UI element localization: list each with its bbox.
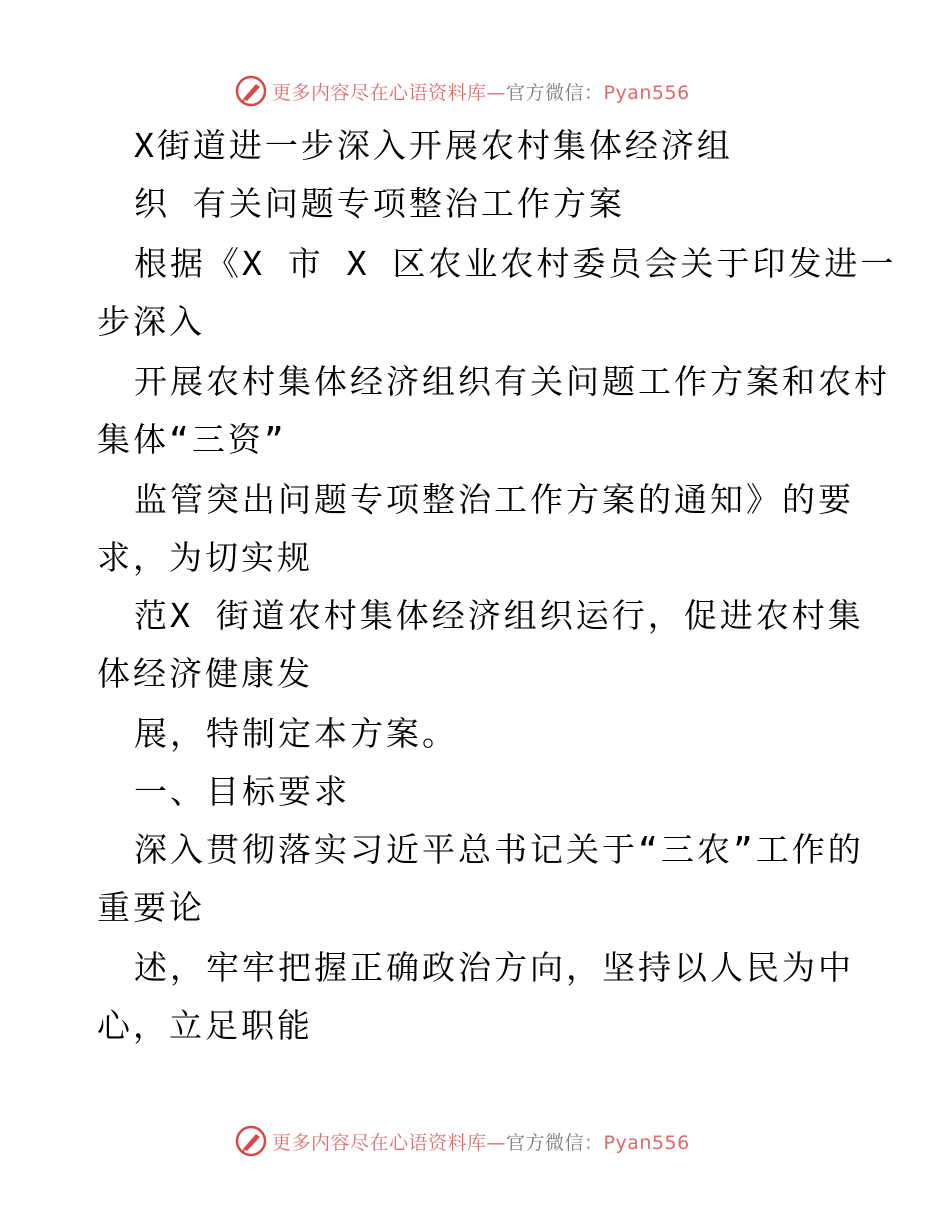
doc-paragraph-line: 集体“三资” <box>97 420 287 459</box>
watermark-text <box>272 78 690 105</box>
watermark-dash: — <box>486 81 507 104</box>
watermark-banner-top <box>234 73 690 109</box>
doc-title-line-2: 织 有关问题专项整治工作方案 <box>134 184 625 223</box>
watermark-site: 更多内容尽在心语资料库 <box>272 1131 487 1154</box>
doc-section-heading: 一、目标要求 <box>134 772 350 811</box>
pen-nib-circle-icon <box>234 74 268 108</box>
doc-paragraph-line: 步深入 <box>97 302 205 341</box>
doc-paragraph-line: 述，牢牢把握正确政治方向，坚持以人民为中 <box>134 948 854 987</box>
doc-paragraph-line: 开展农村集体经济组织有关问题工作方案和农村 <box>134 362 890 401</box>
doc-paragraph-line: 心，立足职能 <box>97 1006 313 1045</box>
watermark-wechat-id: Pyan556 <box>603 81 690 104</box>
watermark-wechat-label: 官方微信： <box>506 81 604 104</box>
doc-paragraph-line: 监管突出问题专项整治工作方案的通知》的要 <box>134 480 854 519</box>
doc-paragraph-line: 范X 街道农村集体经济组织运行，促进农村集 <box>134 596 864 635</box>
watermark-wechat-label: 官方微信： <box>506 1131 604 1154</box>
doc-paragraph-line: 深入贯彻落实习近平总书记关于“三农”工作的 <box>134 830 864 869</box>
doc-paragraph-line: 重要论 <box>97 888 205 927</box>
watermark-site: 更多内容尽在心语资料库 <box>272 81 487 104</box>
doc-paragraph-line: 求，为切实规 <box>97 538 313 577</box>
doc-title-line-1: X街道进一步深入开展农村集体经济组 <box>134 126 733 165</box>
pen-nib-circle-icon <box>234 1124 268 1158</box>
doc-paragraph-line: 展，特制定本方案。 <box>134 714 458 753</box>
watermark-wechat-id: Pyan556 <box>603 1131 690 1154</box>
doc-paragraph-line: 体经济健康发 <box>97 654 313 693</box>
watermark-text <box>272 1128 690 1155</box>
doc-paragraph-line: 根据《X 市 X 区农业农村委员会关于印发进一 <box>134 244 897 283</box>
watermark-dash: — <box>486 1131 507 1154</box>
watermark-banner-bottom <box>234 1123 690 1159</box>
